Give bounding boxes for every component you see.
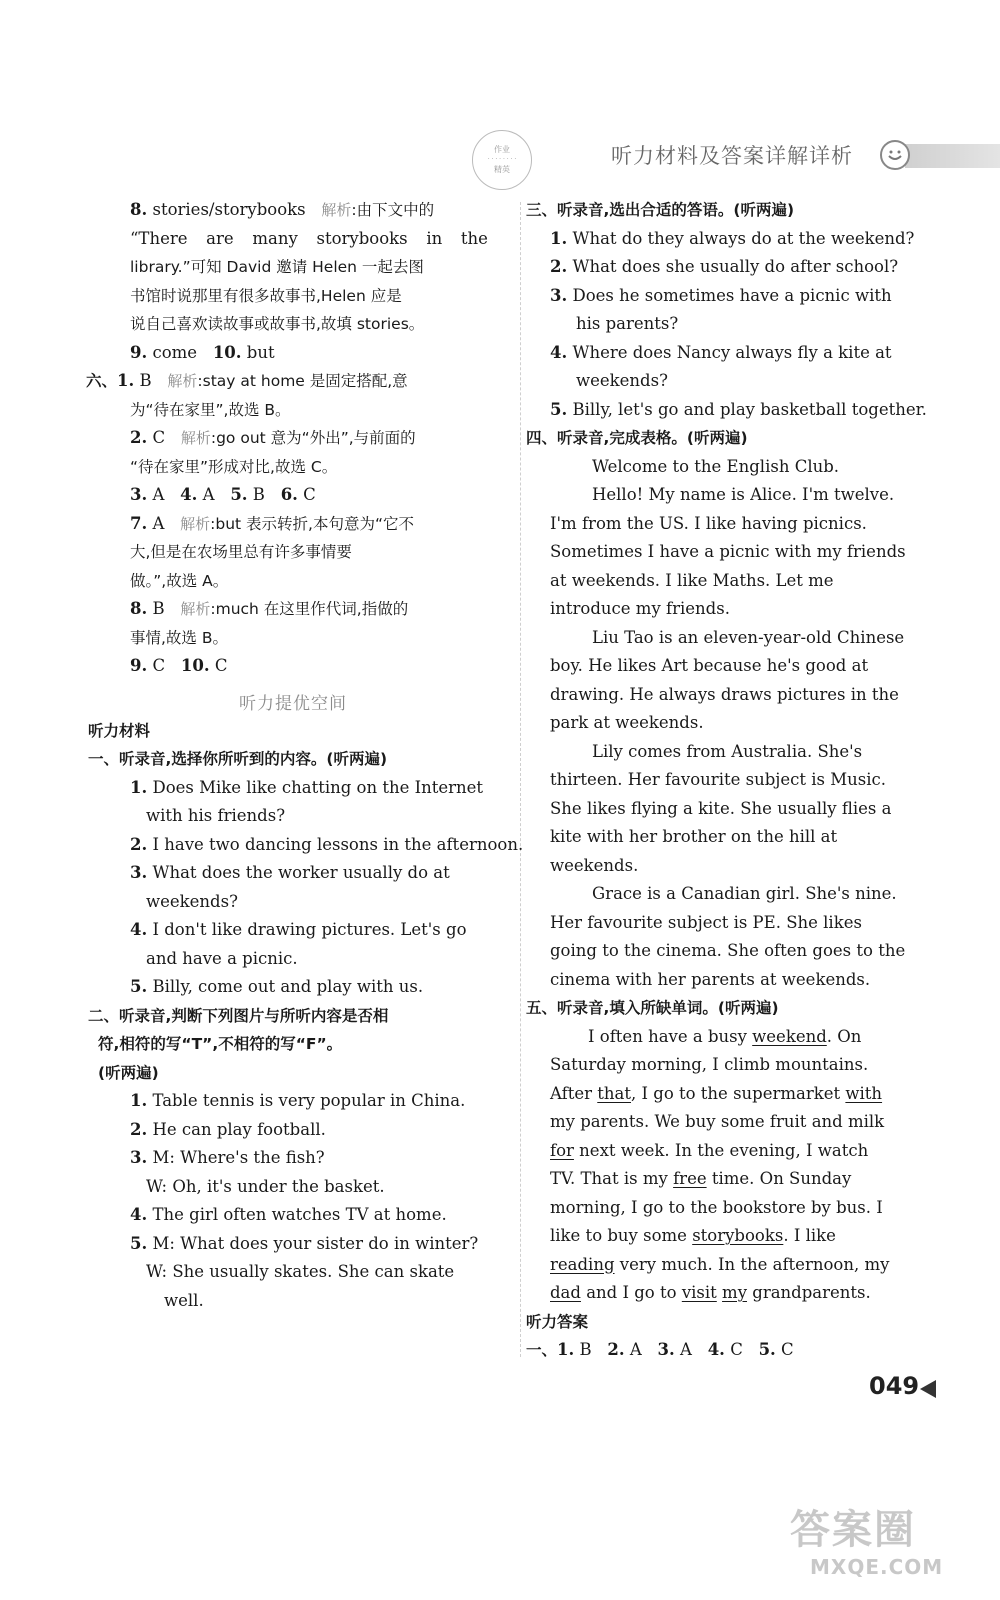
smile-icon [880,140,910,170]
listening-item: 3. What does the worker usually do at [130,863,450,882]
passage-line: drawing. He always draws pictures in the [550,684,899,704]
listening-item: weekends? [146,891,238,911]
watermark-logo [790,1498,990,1598]
listening-item: 4. Where does Nancy always fly a kite at [550,342,892,362]
section-heading: 五、听录音,填入所缺单词。(听两遍) [526,999,779,1017]
answer-line: 7. A 解析:but 表示转折,本句意为“它不 [130,513,415,533]
answer-key-line: 一、1. B 2. A 3. A 4. C 5. C [526,1340,794,1359]
listening-item: 1. What do they always do at the weekend? [550,228,915,248]
section-heading: 听力答案 [526,1312,589,1331]
column-divider [520,202,521,1357]
listening-item: well. [164,1290,204,1310]
passage-line: introduce my friends. [550,599,730,618]
cloze-line: TV. That is my free time. On Sunday [550,1169,852,1188]
triangle-left-icon [920,1380,936,1398]
page-number: 049 [869,1372,920,1400]
cloze-line: for next week. In the evening, I watch [550,1140,869,1160]
passage-line: kite with her brother on the hill at [550,827,838,846]
answer-line: 书馆时说那里有很多故事书,Helen 应是 [130,286,402,305]
listening-item: 2. I have two dancing lessons in the afternoon. [130,834,524,854]
listening-item: 5. M: What does your sister do in winter? [130,1233,479,1253]
stamp-text-top: 作业 [494,145,510,154]
answer-line: library.”可知 David 邀请 Helen 一起去图 [130,258,424,276]
listening-item: and have a picnic. [146,948,298,968]
running-header-title: 听力材料及答案详解详析 [611,144,853,168]
listening-item: weekends? [576,371,668,390]
filled-blank: visit [681,1283,717,1302]
filled-blank: reading [550,1254,615,1274]
cloze-line: After that, I go to the supermarket with [550,1083,883,1103]
listening-item: W: She usually skates. She can skate [146,1262,455,1281]
watermark-url: MXQE.COM [810,1555,944,1579]
passage-line: Hello! My name is Alice. I'm twelve. [592,485,895,504]
listening-item: 4. The girl often watches TV at home. [130,1205,447,1224]
listening-item: 1. Table tennis is very popular in China. [130,1091,466,1110]
listening-item: with his friends? [146,806,286,825]
watermark-text: 答案圈 [790,1507,916,1553]
section-heading: (听两遍) [98,1063,159,1082]
cloze-line: Saturday morning, I climb mountains. [550,1055,869,1074]
passage-line: thirteen. Her favourite subject is Music. [550,770,887,789]
listening-item: 5. Billy, let's go and play basketball together. [550,399,927,419]
filled-blank: weekend [752,1026,827,1046]
cloze-line: reading very much. In the afternoon, my [550,1254,890,1274]
cloze-line: like to buy some storybooks. I like [550,1226,836,1245]
passage-line: Sometimes I have a picnic with my friends [550,542,906,561]
passage-line: Lily comes from Australia. She's [592,741,863,761]
passage-line: boy. He likes Art because he's good at [550,656,869,675]
answer-line: “待在家里”形成对比,故选 C。 [130,457,338,476]
passage-line: She likes flying a kite. She usually flies a [550,798,892,818]
listening-item: 4. I don't like drawing pictures. Let's go [130,920,467,939]
passage-line: weekends. [550,855,639,875]
listening-item: 3. Does he sometimes have a picnic with [550,285,892,305]
filled-blank: storybooks [692,1226,784,1245]
answer-line: 8. stories/storybooks 解析:由下文中的 [130,200,435,219]
answer-line: 8. B 解析:much 在这里作代词,指做的 [130,599,409,618]
answer-line: 9. come 10. but [130,342,275,362]
listening-item: W: Oh, it's under the basket. [146,1176,385,1196]
header-decor-bar [905,144,1000,168]
answer-line: 做。”,故选 A。 [130,571,229,590]
answer-line: 3. A 4. A 5. B 6. C [130,485,316,504]
stamp-seal: 作业 · · · · · · · · 精英 [472,130,532,190]
filled-blank: free [673,1169,707,1188]
listening-item: 2. What does she usually do after school? [550,257,899,276]
listening-item: his parents? [576,314,679,333]
cloze-line: I often have a busy weekend. On [588,1026,862,1046]
filled-blank: that [597,1083,631,1103]
left-column [86,196,524,1315]
listening-item: 1. Does Mike like chatting on the Internet [130,777,484,797]
passage-line: cinema with her parents at weekends. [550,969,871,989]
section-heading: 三、听录音,选出合适的答语。(听两遍) [526,201,795,219]
filled-blank: with [845,1083,883,1103]
section-heading: 四、听录音,完成表格。(听两遍) [526,429,748,447]
answer-line: 2. C 解析:go out 意为“外出”,与前面的 [130,428,416,447]
passage-line: going to the cinema. She often goes to the [550,941,906,960]
stamp-text-bottom: 精英 [494,165,510,174]
section-center-title: 听力提优空间 [239,693,347,714]
answer-line: 9. C 10. C [130,656,228,675]
listening-item: 2. He can play football. [130,1119,326,1139]
answer-line: “There are many storybooks in the [130,228,488,248]
answer-line: 为“待在家里”,故选 B。 [130,400,291,419]
cloze-line: my parents. We buy some fruit and milk [550,1112,885,1131]
section-heading: 二、听录音,判断下列图片与所听内容是否相 [88,1006,389,1025]
passage-line: park at weekends. [550,713,704,732]
passage-line: I'm from the US. I like having picnics. [550,513,867,533]
answer-line: 说自己喜欢读故事或故事书,故填 stories。 [130,315,425,333]
listening-item: 5. Billy, come out and play with us. [130,977,424,996]
section-heading: 符,相符的写“T”,不相符的写“F”。 [98,1035,343,1053]
filled-blank: dad [550,1283,581,1302]
filled-blank: for [550,1140,574,1160]
page-header [0,136,1000,188]
cloze-line: morning, I go to the bookstore by bus. I [550,1197,883,1217]
right-column [526,196,927,1365]
passage-line: Her favourite subject is PE. She likes [550,912,862,932]
filled-blank: my [722,1283,748,1302]
answer-line: 事情,故选 B。 [130,628,228,647]
passage-line: Liu Tao is an eleven-year-old Chinese [592,627,905,647]
passage-line: Grace is a Canadian girl. She's nine. [592,884,897,903]
listening-item: 3. M: Where's the fish? [130,1148,325,1167]
section-heading: 听力材料 [88,721,151,740]
cloze-line: dad and I go to visit my grandparents. [550,1283,871,1302]
passage-line: at weekends. I like Maths. Let me [550,570,834,590]
passage-heading: Welcome to the English Club. [592,456,840,476]
answer-line: 大,但是在农场里总有许多事情要 [130,543,352,561]
section-heading: 一、听录音,选择你所听到的内容。(听两遍) [88,750,388,768]
answer-line: 六、1. B 解析:stay at home 是固定搭配,意 [86,371,408,390]
